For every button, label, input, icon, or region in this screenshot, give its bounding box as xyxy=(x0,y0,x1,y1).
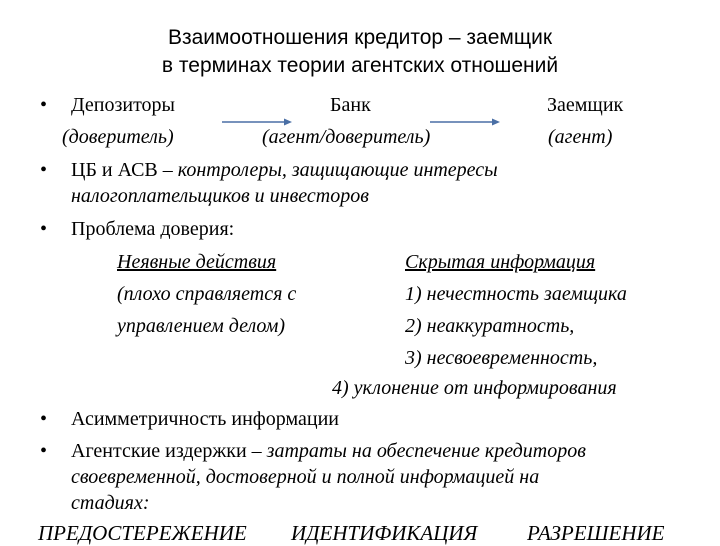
agency-costs-block xyxy=(71,438,586,464)
hidden-actions-heading: Неявные действия xyxy=(117,251,277,273)
hidden-info-item: 4) уклонение от информирования xyxy=(332,377,617,399)
hidden-actions-line-1: (плохо справляется с xyxy=(117,283,297,305)
controllers-block xyxy=(71,157,498,183)
agency-costs-line-2: своевременной, достоверной и полной информацией на xyxy=(71,466,540,488)
bullet-marker: • xyxy=(40,408,48,430)
bullet-marker: • xyxy=(40,94,48,116)
slide-title-line-1: Взаимоотношения кредитор – заемщик xyxy=(167,26,553,49)
arrow-bank-to-borrower xyxy=(430,117,500,127)
information-asymmetry: Асимметричность информации xyxy=(71,408,339,430)
borrower-role: (агент) xyxy=(548,126,613,148)
trust-problem-label: Проблема доверия: xyxy=(71,218,235,240)
depositors-label: Депозиторы xyxy=(71,94,175,116)
hidden-info-item: 2) неаккуратность, xyxy=(405,315,575,337)
borrower-label: Заемщик xyxy=(547,94,624,116)
hidden-info-heading: Скрытая информация xyxy=(405,251,596,273)
hidden-actions-line-2: управлением делом) xyxy=(117,315,286,337)
agency-costs-label: Агентские издержки – xyxy=(71,440,267,462)
bullet-marker: • xyxy=(40,218,48,240)
hidden-info-item: 1) нечестность заемщика xyxy=(405,283,627,305)
stage-resolution: РАЗРЕШЕНИЕ xyxy=(527,521,665,545)
agency-costs-line-3: стадиях: xyxy=(71,492,150,514)
agency-costs-line-1: затраты на обеспечение кредиторов xyxy=(266,440,586,462)
bullet-marker: • xyxy=(40,159,48,181)
bank-label: Банк xyxy=(330,94,371,116)
depositors-role: (доверитель) xyxy=(62,126,174,148)
stage-identification: ИДЕНТИФИКАЦИЯ xyxy=(291,521,478,545)
controllers-desc-line-2: налогоплательщиков и инвесторов xyxy=(71,185,369,207)
hidden-info-item: 3) несвоевременность, xyxy=(405,347,598,369)
slide-title-line-2: в терминах теории агентских отношений xyxy=(161,54,559,77)
stage-warning: ПРЕДОСТЕРЕЖЕНИЕ xyxy=(38,521,247,545)
bullet-marker: • xyxy=(40,440,48,462)
controllers-desc-line-1: контролеры, защищающие интересы xyxy=(177,159,498,181)
bank-role: (агент/доверитель) xyxy=(262,126,431,148)
controllers-label: ЦБ и АСВ – xyxy=(71,159,178,181)
